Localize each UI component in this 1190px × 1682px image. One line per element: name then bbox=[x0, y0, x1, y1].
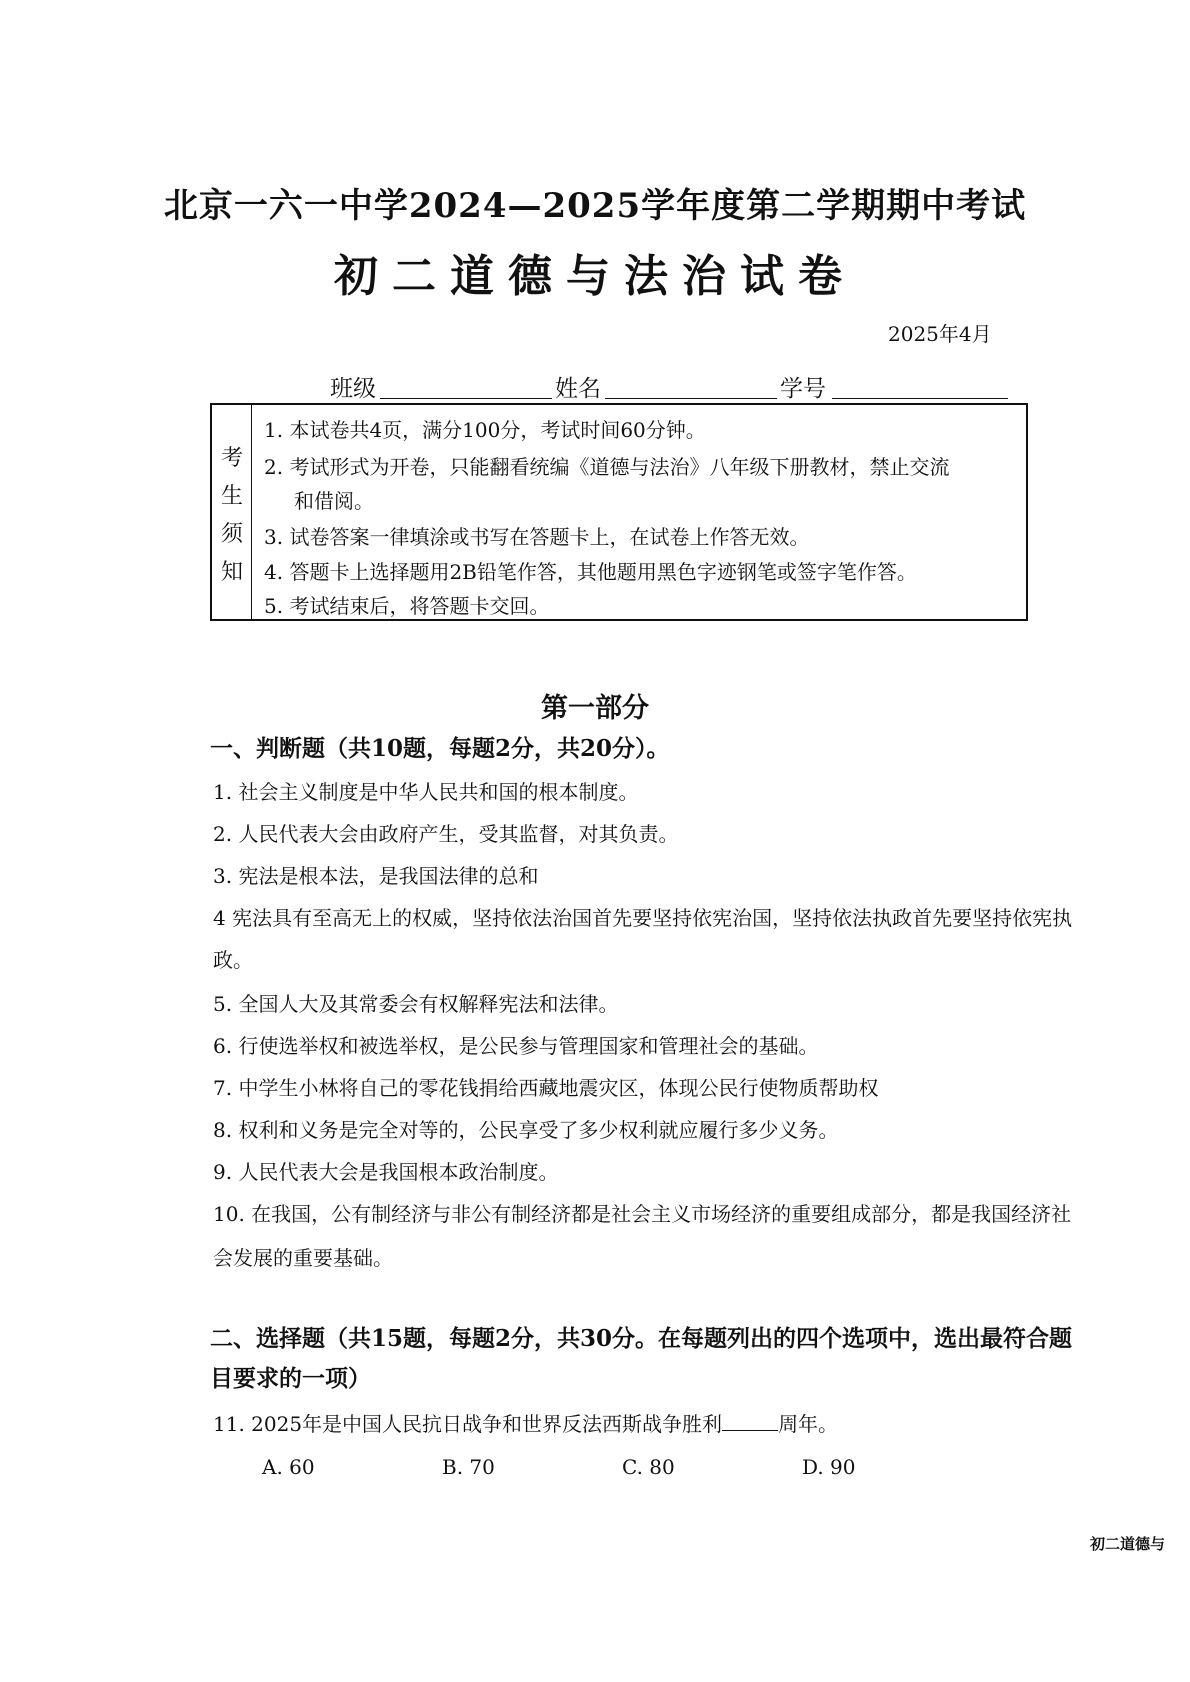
question-item: 政。 bbox=[213, 948, 253, 972]
option-c: C. 80 bbox=[622, 1455, 675, 1479]
section-heading: 二、选择题（共15题，每题2分，共30分。在每题列出的四个选项中，选出最符合题 bbox=[210, 1325, 1073, 1352]
notice-item: 2. 考试形式为开卷，只能翻看统编《道德与法治》八年级下册教材，禁止交流 bbox=[264, 455, 950, 479]
question-item: 10. 在我国，公有制经济与非公有制经济都是社会主义市场经济的重要组成部分，都是我国经济社 bbox=[213, 1202, 1072, 1226]
subject-title: 初二道德与法治试卷 bbox=[334, 251, 856, 302]
name-blank bbox=[605, 398, 777, 399]
question-item: 1. 社会主义制度是中华人民共和国的根本制度。 bbox=[213, 780, 639, 804]
answer-blank bbox=[722, 1412, 778, 1431]
class-label: 班级 bbox=[330, 376, 376, 402]
exam-date: 2025年4月 bbox=[888, 322, 992, 346]
notice-label-column bbox=[212, 405, 252, 619]
page-footer: 初二道德与 bbox=[1090, 1535, 1166, 1553]
notice-item: 5. 考试结束后，将答题卡交回。 bbox=[264, 594, 550, 618]
notice-label-char: 考 bbox=[220, 446, 243, 471]
notice-label-char: 知 bbox=[220, 560, 243, 585]
notice-item: 4. 答题卡上选择题用2B铅笔作答，其他题用黑色字迹钢笔或签字笔作答。 bbox=[264, 560, 917, 584]
section-heading: 一、判断题（共10题，每题2分，共20分）。 bbox=[210, 735, 670, 762]
question-item bbox=[213, 1408, 838, 1437]
option-b: B. 70 bbox=[442, 1455, 495, 1479]
student-id-blank bbox=[832, 398, 1008, 399]
notice-item: 3. 试卷答案一律填涂或书写在答题卡上，在试卷上作答无效。 bbox=[264, 525, 810, 549]
question-item: 2. 人民代表大会由政府产生，受其监督，对其负责。 bbox=[213, 822, 679, 846]
question-item: 8. 权利和义务是完全对等的，公民享受了多少权利就应履行多少义务。 bbox=[213, 1118, 839, 1142]
question-item: 9. 人民代表大会是我国根本政治制度。 bbox=[213, 1160, 559, 1184]
question-item: 6. 行使选举权和被选举权，是公民参与管理国家和管理社会的基础。 bbox=[213, 1034, 819, 1058]
part-title: 第一部分 bbox=[541, 693, 649, 724]
class-blank bbox=[380, 398, 552, 399]
section-heading: 目要求的一项） bbox=[210, 1365, 371, 1392]
candidate-notice-box bbox=[210, 403, 1028, 621]
student-id-label: 学号 bbox=[780, 376, 826, 402]
name-label: 姓名 bbox=[555, 376, 601, 402]
question-item: 7. 中学生小林将自己的零花钱捐给西藏地震灾区，体现公民行使物质帮助权 bbox=[213, 1076, 879, 1100]
notice-label-char: 生 bbox=[220, 484, 243, 509]
notice-item: 1. 本试卷共4页，满分100分，考试时间60分钟。 bbox=[264, 418, 706, 442]
exam-title: 北京一六一中学2024—2025学年度第二学期期中考试 bbox=[163, 186, 1027, 226]
option-a: A. 60 bbox=[262, 1455, 315, 1479]
question-text: 周年。 bbox=[778, 1412, 839, 1436]
question-item: 5. 全国人大及其常委会有权解释宪法和法律。 bbox=[213, 992, 619, 1016]
question-text: 11. 2025年是中国人民抗日战争和世界反法西斯战争胜利 bbox=[213, 1412, 723, 1436]
question-item: 3. 宪法是根本法，是我国法律的总和 bbox=[213, 864, 539, 888]
notice-label-char: 须 bbox=[220, 522, 243, 547]
notice-item: 和借阅。 bbox=[294, 489, 374, 513]
question-item: 会发展的重要基础。 bbox=[213, 1246, 393, 1270]
question-item: 4 宪法具有至高无上的权威，坚持依法治国首先要坚持依宪治国，坚持依法执政首先要坚持依宪执 bbox=[213, 906, 1073, 930]
option-d: D. 90 bbox=[802, 1455, 856, 1479]
